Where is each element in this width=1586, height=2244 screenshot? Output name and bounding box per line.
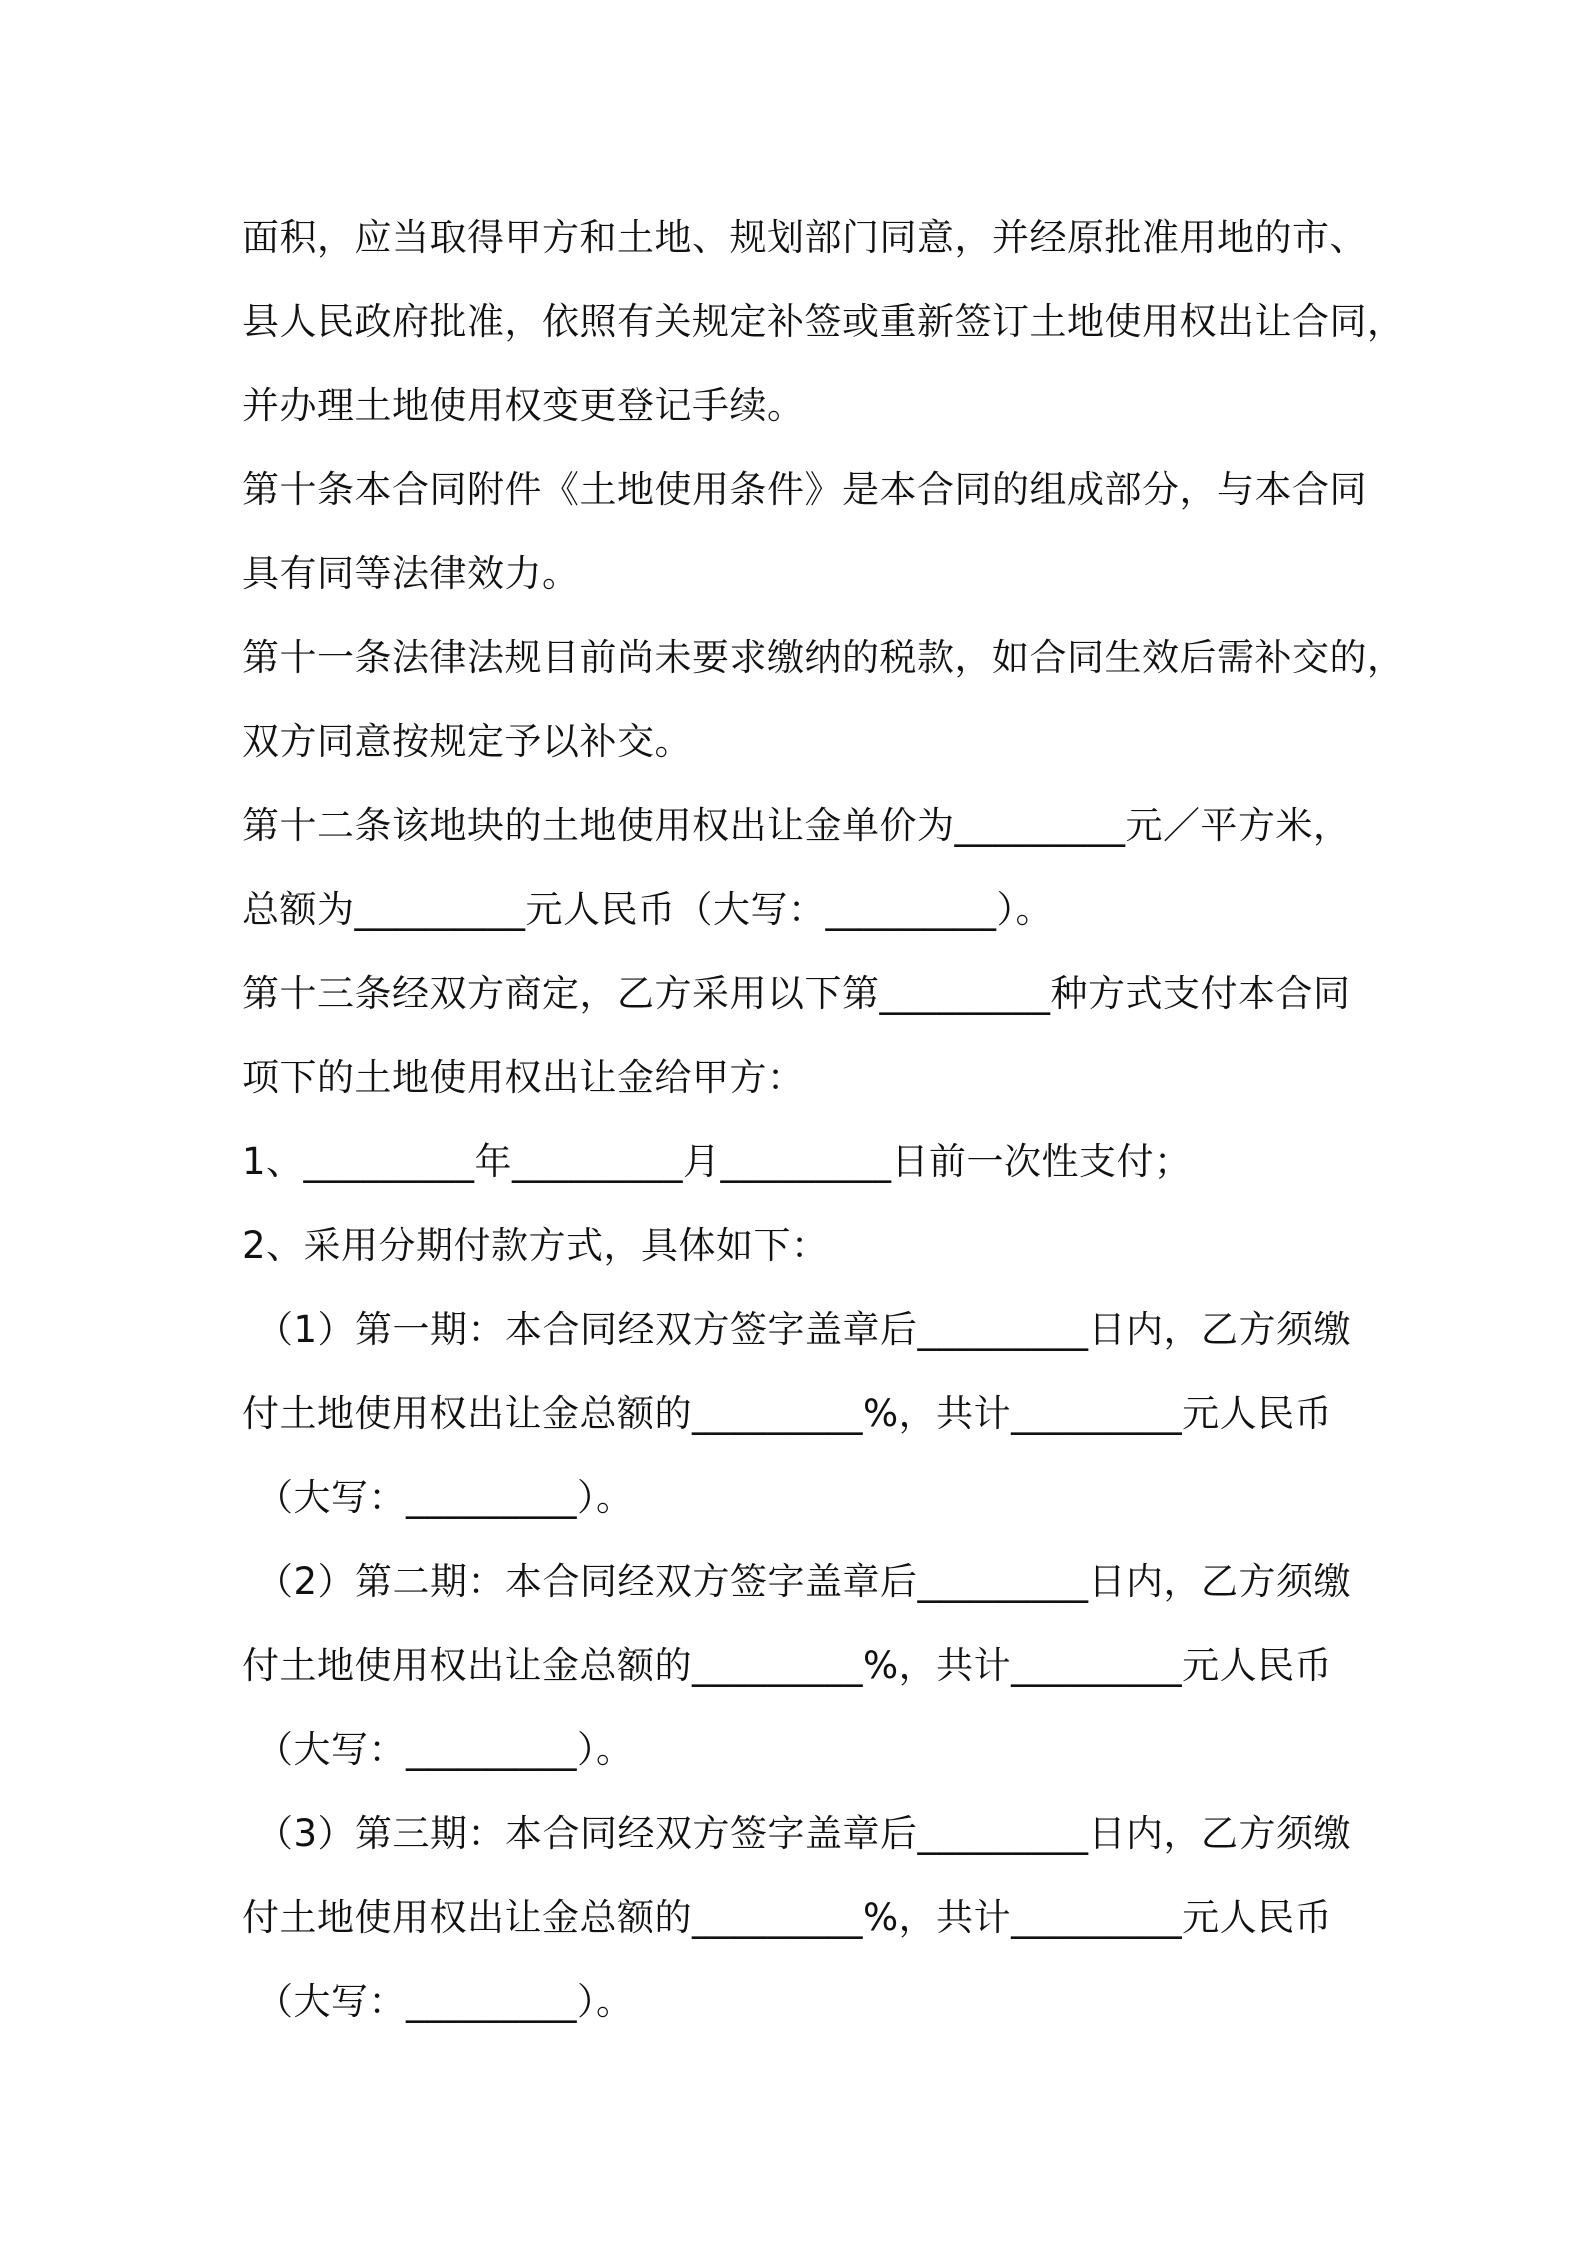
text-line: 付土地使用权出让金总额的_________%，共计_________元人民币 bbox=[242, 1896, 1333, 1939]
article-11-line: 第十一条法律法规目前尚未要求缴纳的税款，如合同生效后需补交的， bbox=[242, 636, 1405, 679]
text-line: （大写：_________）。 bbox=[256, 1980, 634, 2023]
text-line: 具有同等法律效力。 bbox=[242, 552, 580, 595]
text-line: 双方同意按规定予以补交。 bbox=[242, 720, 692, 763]
text-line: 项下的土地使用权出让金给甲方： bbox=[242, 1056, 805, 1099]
document-body bbox=[242, 196, 1405, 2044]
installment-2-line: （2）第二期：本合同经双方签字盖章后_________日内，乙方须缴 bbox=[256, 1560, 1352, 1603]
text-line: 付土地使用权出让金总额的_________%，共计_________元人民币 bbox=[242, 1392, 1333, 1435]
text-line: 面积，应当取得甲方和土地、规划部门同意，并经原批准用地的市、 bbox=[242, 216, 1367, 259]
text-line: （大写：_________）。 bbox=[256, 1728, 634, 1771]
payment-option-2: 2、采用分期付款方式，具体如下： bbox=[242, 1224, 829, 1267]
installment-1-line: （1）第一期：本合同经双方签字盖章后_________日内，乙方须缴 bbox=[256, 1308, 1352, 1351]
payment-option-1: 1、_________年_________月_________日前一次性支付； bbox=[242, 1140, 1192, 1183]
article-13-line: 第十三条经双方商定，乙方采用以下第_________种方式支付本合同 bbox=[242, 972, 1351, 1015]
text-line: 并办理土地使用权变更登记手续。 bbox=[242, 384, 805, 427]
text-line: （大写：_________）。 bbox=[256, 1476, 634, 1519]
article-10-line: 第十条本合同附件《土地使用条件》是本合同的组成部分，与本合同 bbox=[242, 468, 1367, 511]
article-12-line: 第十二条该地块的土地使用权出让金单价为_________元／平方米， bbox=[242, 804, 1351, 847]
text-line: 付土地使用权出让金总额的_________%，共计_________元人民币 bbox=[242, 1644, 1333, 1687]
text-line: 总额为_________元人民币（大写：_________）。 bbox=[242, 888, 1053, 931]
text-line: 县人民政府批准，依照有关规定补签或重新签订土地使用权出让合同， bbox=[242, 300, 1405, 343]
installment-3-line: （3）第三期：本合同经双方签字盖章后_________日内，乙方须缴 bbox=[256, 1812, 1352, 1855]
